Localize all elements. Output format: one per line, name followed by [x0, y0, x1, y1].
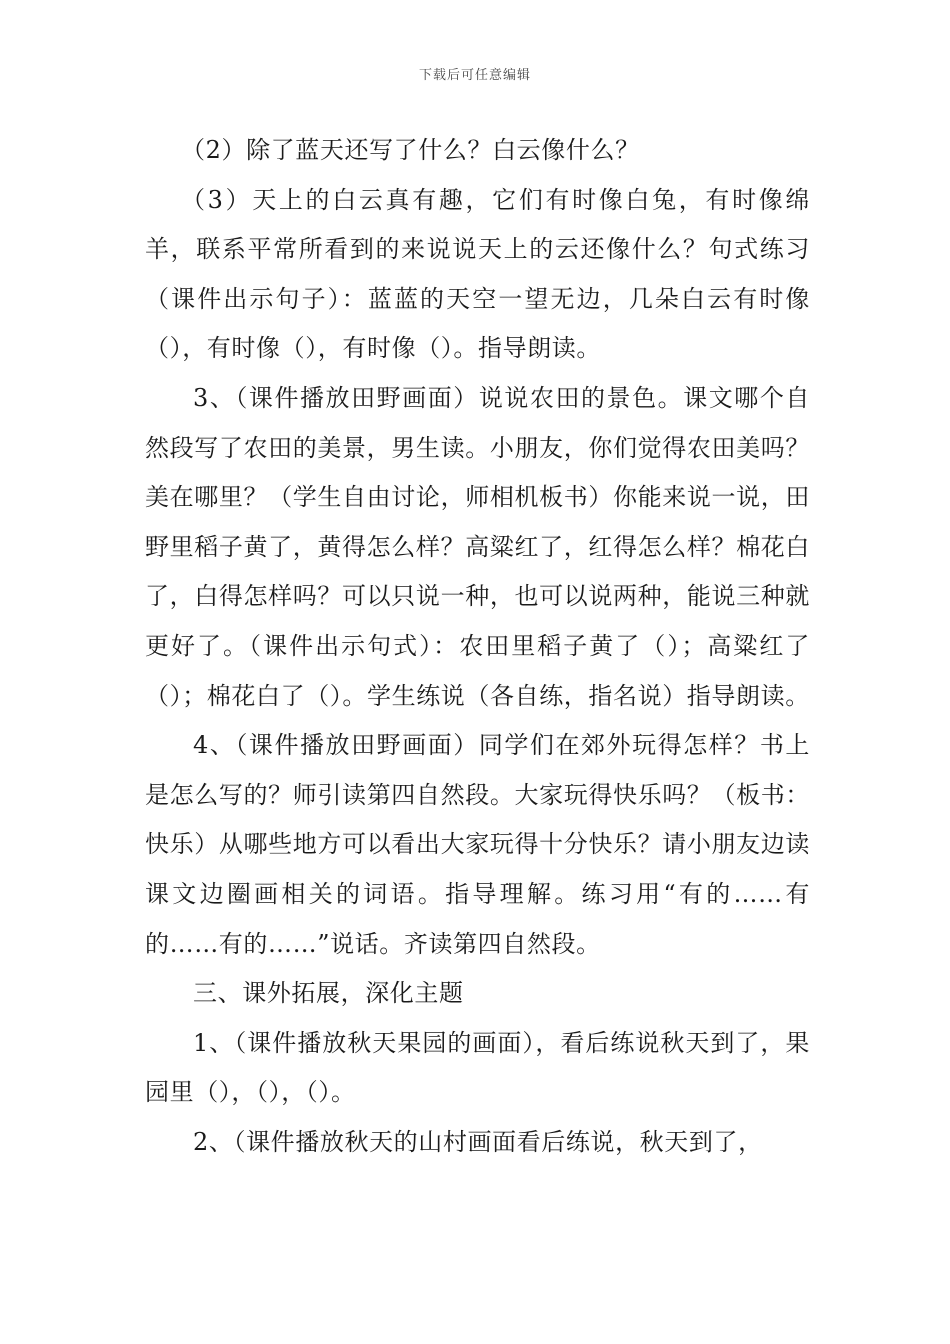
paragraph-step-4: 4、（课件播放田野画面）同学们在郊外玩得怎样？书上是怎么写的？师引读第四自然段。大家玩得快乐吗？（板书：快乐）从哪些地方可以看出大家玩得十分快乐？请小朋友边读课文边圈画相关的词语。指导理解。练习用“有的……有的……有的……”说话。齐读第四自然段。 [145, 731, 810, 958]
paragraph-question-3: （3）天上的白云真有趣，它们有时像白兔，有时像绵羊，联系平常所看到的来说说天上的云还像什么？句式练习（课件出示句子）：蓝蓝的天空一望无边，几朵白云有时像（），有时像（），有时像（）。指导朗读。 [145, 185, 810, 363]
section-heading-extension: 三、课外拓展，深化主题 [193, 979, 464, 1008]
paragraph-extension-1: 1、（课件播放秋天果园的画面），看后练说秋天到了，果园里（），（），（）。 [145, 1028, 810, 1107]
page-header-note: 下载后可任意编辑 [418, 68, 531, 83]
paragraph-step-3: 3、（课件播放田野画面）说说农田的景色。课文哪个自然段写了农田的美景，男生读。小朋友，你们觉得农田美吗？美在哪里？（学生自由讨论，师相机板书）你能来说一说，田野里稻子黄了，黄得怎么样？高粱红了，红得怎么样？棉花白了，白得怎样吗？可以只说一种，也可以说两种，能说三种就更好了。（课件出示句式）：农田里稻子黄了（）；高粱红了（）；棉花白了（）。学生练说（各自练，指名说）指导朗读。 [145, 383, 810, 710]
paragraph-extension-2: 2、（课件播放秋天的山村画面看后练说，秋天到了， [193, 1127, 763, 1156]
paragraph-question-2: （2）除了蓝天还写了什么？白云像什么？ [181, 136, 640, 164]
document-body [145, 126, 810, 1167]
